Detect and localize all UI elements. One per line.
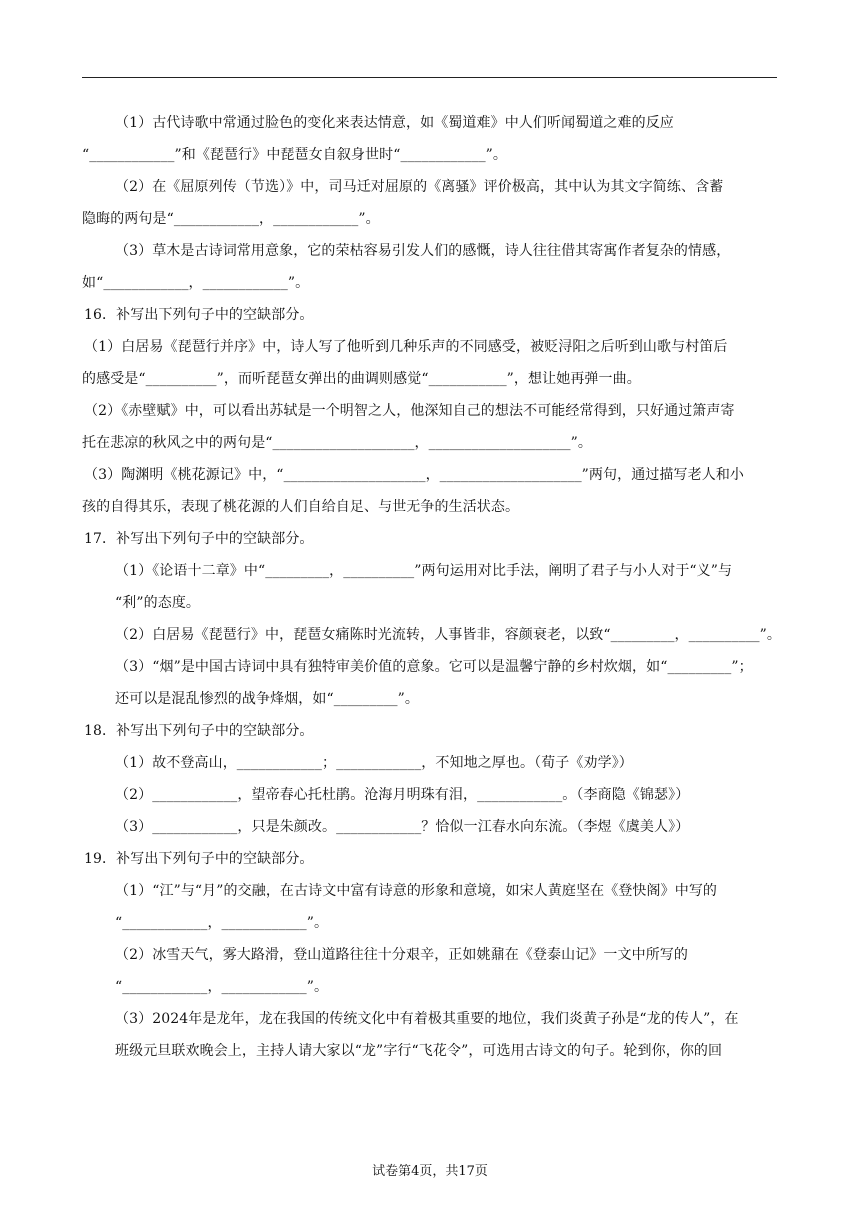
- q17-line-3: （2）白居易《琵琶行》中，琵琶女痛陈时光流转，人事皆非，容颜衰老，以致“_________，__________”。: [115, 627, 782, 643]
- q19-heading: 19．补写出下列句子中的空缺部分。: [84, 851, 314, 867]
- q16-line-1: （1）白居易《琵琶行并序》中，诗人写了他听到几种乐声的不同感受，被贬浔阳之后听到山歌与村笛后: [84, 339, 728, 355]
- q17-line-5: 还可以是混乱惨烈的战争烽烟，如“_________”。: [115, 691, 420, 707]
- q17-heading: 17．补写出下列句子中的空缺部分。: [84, 531, 314, 547]
- q17-line-2: “利”的态度。: [115, 595, 201, 611]
- q16-line-2: 的感受是“__________”，而听琵琶女弹出的曲调则感觉“___________”，想让她再弹一曲。: [82, 371, 641, 387]
- q16-heading: 16．补写出下列句子中的空缺部分。: [84, 307, 314, 323]
- q15-line-1: （1）古代诗歌中常通过脸色的变化来表达情意，如《蜀道难》中人们听闻蜀道之难的反应: [115, 115, 674, 131]
- q15-line-5: （3）草木是古诗词常用意象，它的荣枯容易引发人们的感慨，诗人往往借其寄寓作者复杂的情感，: [115, 243, 731, 259]
- q15-line-2: “____________”和《琵琶行》中琵琶女自叙身世时“____________”。: [82, 147, 508, 163]
- q17-line-4: （3）“烟”是中国古诗词中具有独特审美价值的意象。它可以是温馨宁静的乡村炊烟，如“_________”；: [115, 659, 753, 675]
- header-rule: [82, 77, 777, 78]
- q19-line-1: （1）“江”与“月”的交融，在古诗文中富有诗意的形象和意境，如宋人黄庭坚在《登快阁》中写的: [115, 883, 718, 899]
- q19-line-6: 班级元旦联欢晚会上，主持人请大家以“龙”字行“飞花令”，可选用古诗文的句子。轮到你，你的回: [115, 1043, 723, 1059]
- q19-line-5: （3）2024年是龙年，龙在我国的传统文化中有着极其重要的地位，我们炎黄子孙是“龙的传人”，在: [115, 1011, 739, 1027]
- q19-line-3: （2）冰雪天气，雾大路滑，登山道路往往十分艰辛，正如姚鼐在《登泰山记》一文中所写的: [115, 947, 689, 963]
- q18-line-3: （3）____________，只是朱颜改。____________？恰似一江春水向东流。（李煜《虞美人》）: [115, 819, 690, 835]
- q18-line-2: （2）____________，望帝春心托杜鹃。沧海月明珠有泪，____________。（李商隐《锦瑟》）: [115, 787, 690, 803]
- q16-line-5: （3）陶渊明《桃花源记》中，“____________________，____________________”两句，通过描写老人和小: [84, 467, 745, 483]
- page-footer: 试卷第4页，共17页: [372, 1164, 488, 1179]
- q19-line-2: “____________，____________”。: [115, 915, 329, 931]
- q15-line-3: （2）在《屈原列传（节选）》中，司马迁对屈原的《离骚》评价极高，其中认为其文字简练、含蓄: [115, 179, 724, 195]
- q19-line-4: “____________，____________”。: [115, 979, 329, 995]
- q17-line-1: （1）《论语十二章》中“_________，__________”两句运用对比手法，阐明了君子与小人对于“义”与: [115, 563, 733, 579]
- q18-line-1: （1）故不登高山，____________；____________，不知地之厚也。（荀子《劝学》）: [115, 755, 633, 771]
- q16-line-6: 孩的自得其乐，表现了桃花源的人们自给自足、与世无争的生活状态。: [82, 499, 520, 515]
- q15-line-4: 隐晦的两句是“____________，____________”。: [82, 211, 380, 227]
- q16-line-3: （2）《赤壁赋》中，可以看出苏轼是一个明智之人，他深知自己的想法不可能经常得到，只好通过箫声寄: [84, 403, 735, 419]
- q16-line-4: 托在悲凉的秋风之中的两句是“____________________，____________________”。: [82, 435, 593, 451]
- q18-heading: 18．补写出下列句子中的空缺部分。: [84, 723, 314, 739]
- q15-line-6: 如“____________，____________”。: [82, 275, 310, 291]
